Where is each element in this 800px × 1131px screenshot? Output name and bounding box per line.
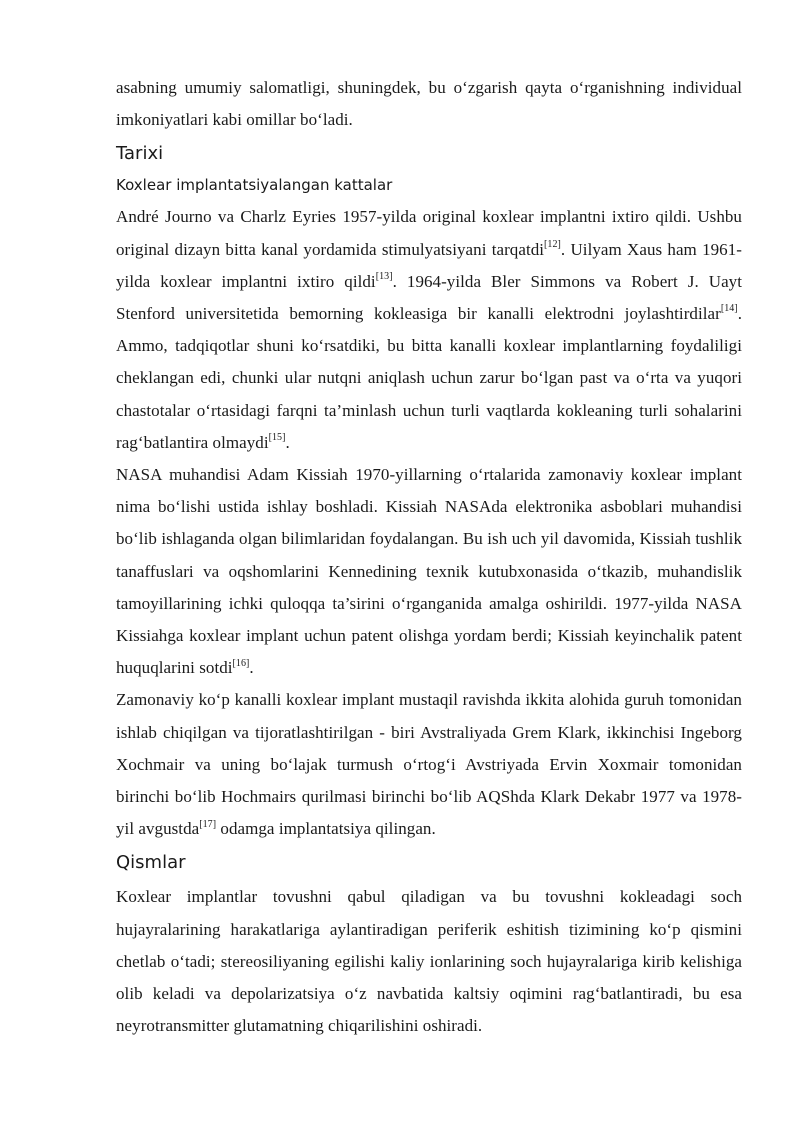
history-paragraph-1 [116,201,742,459]
history-paragraph-3 [116,684,742,845]
citation-12[interactable]: [12] [544,238,561,250]
history-text-1b: . Uilyam Xaus ham 1961-yilda koxlear implantni ixtiro qildi [116,239,742,291]
citation-16[interactable]: [16] [232,657,250,669]
history-text-3b: odamga implantatsiya qilingan. [216,819,436,839]
history-text-1a: André Journo va Charlz Eyries 1957-yilda original koxlear implantni ixtiro qildi. Ushbu original dizayn bitta kanal yordamida stimulyatsiyani tarqatdi [116,207,742,259]
parts-paragraph [116,881,742,1042]
citation-15[interactable]: [15] [268,432,286,444]
citation-13[interactable]: [13] [375,271,393,283]
history-paragraph-2 [116,459,742,684]
subsection-heading-adults: Koxlear implantatsiyalangan kattalar [116,176,393,195]
intro-paragraph [116,72,742,136]
section-heading-tarixi: Tarixi [116,143,164,165]
history-text-2b: . [249,658,254,678]
intro-text: asabning umumiy salomatligi, shuningdek, bu o‘zgarish qayta o‘rganishning individual imkoniyatlari kabi omillar bo‘ladi. [116,78,742,130]
section-heading-qismlar: Qismlar [116,852,186,874]
history-text-3a: Zamonaviy ko‘p kanalli koxlear implant mustaqil ravishda ikkita alohida guruh tomonidan ishlab chiqilgan va tijoratlashtirilgan - biri Avstraliyada Grem Klark, ikkinchisi Ingeborg Xochmair va uning bo‘lajak turmush o‘rtog‘i Avstriyada Ervin Xoxmair tomonidan birinchi bo‘lib Hochmairs qurilmasi birinchi bo‘lib AQShda Klark Dekabr 1977 va 1978-yil avgustda [116,690,742,839]
history-text-1c: . 1964-yilda Bler Simmons va Robert J. Uayt Stenford universitetida bemorning kokleasiga bir kanalli elektrodni joylashtirdilar [116,271,742,324]
citation-14[interactable]: [14] [720,303,738,315]
citation-17[interactable]: [17] [199,818,217,830]
history-text-1d: . Ammo, tadqiqotlar shuni ko‘rsatdiki, bu bitta kanalli koxlear implantlarning foydaliligi cheklangan edi, chunki ular nutqni aniqlash uchun zarur bo‘lgan past va o‘rta va yuqori chastotalar o‘rtasidagi farqni ta’minlash uchun turli vaqtlarda kokleaning turli sohalarini rag‘batlantira olmaydi [116,304,742,452]
history-text-1e: . [285,432,290,452]
history-text-2a: NASA muhandisi Adam Kissiah 1970-yillarning o‘rtalarida zamonaviy koxlear implant nima bo‘lishi ustida ishlay boshladi. Kissiah NASAda elektronika asboblari muhandisi bo‘lib ishlaganda olgan bilimlaridan foydalangan. Bu ish uch yil davomida, Kissiah tushlik tanaffuslari va oqshomlarini Kennedining texnik kutubxonasida o‘tkazib, muhandislik tamoyillarining ichki quloqqa ta’sirini o‘rganganida amalga oshirildi. 1977-yilda NASA Kissiahga koxlear implant uchun patent olishga yordam berdi; Kissiah keyinchalik patent huquqlarini sotdi [116,465,742,678]
document-page [116,72,742,1042]
parts-text: Koxlear implantlar tovushni qabul qiladigan va bu tovushni kokleadagi soch hujayralarining harakatlariga aylantiradigan periferik eshitish tizimining ko‘p qismini chetlab o‘tadi; stereosiliyaning egilishi kaliy ionlarining soch hujayralariga kirib kelishiga olib keladi va depolarizatsiya o‘z navbatida kaltsiy oqimini rag‘batlantiradi, bu esa neyrotransmitter glutamatning chiqarilishini oshiradi. [116,887,742,1036]
